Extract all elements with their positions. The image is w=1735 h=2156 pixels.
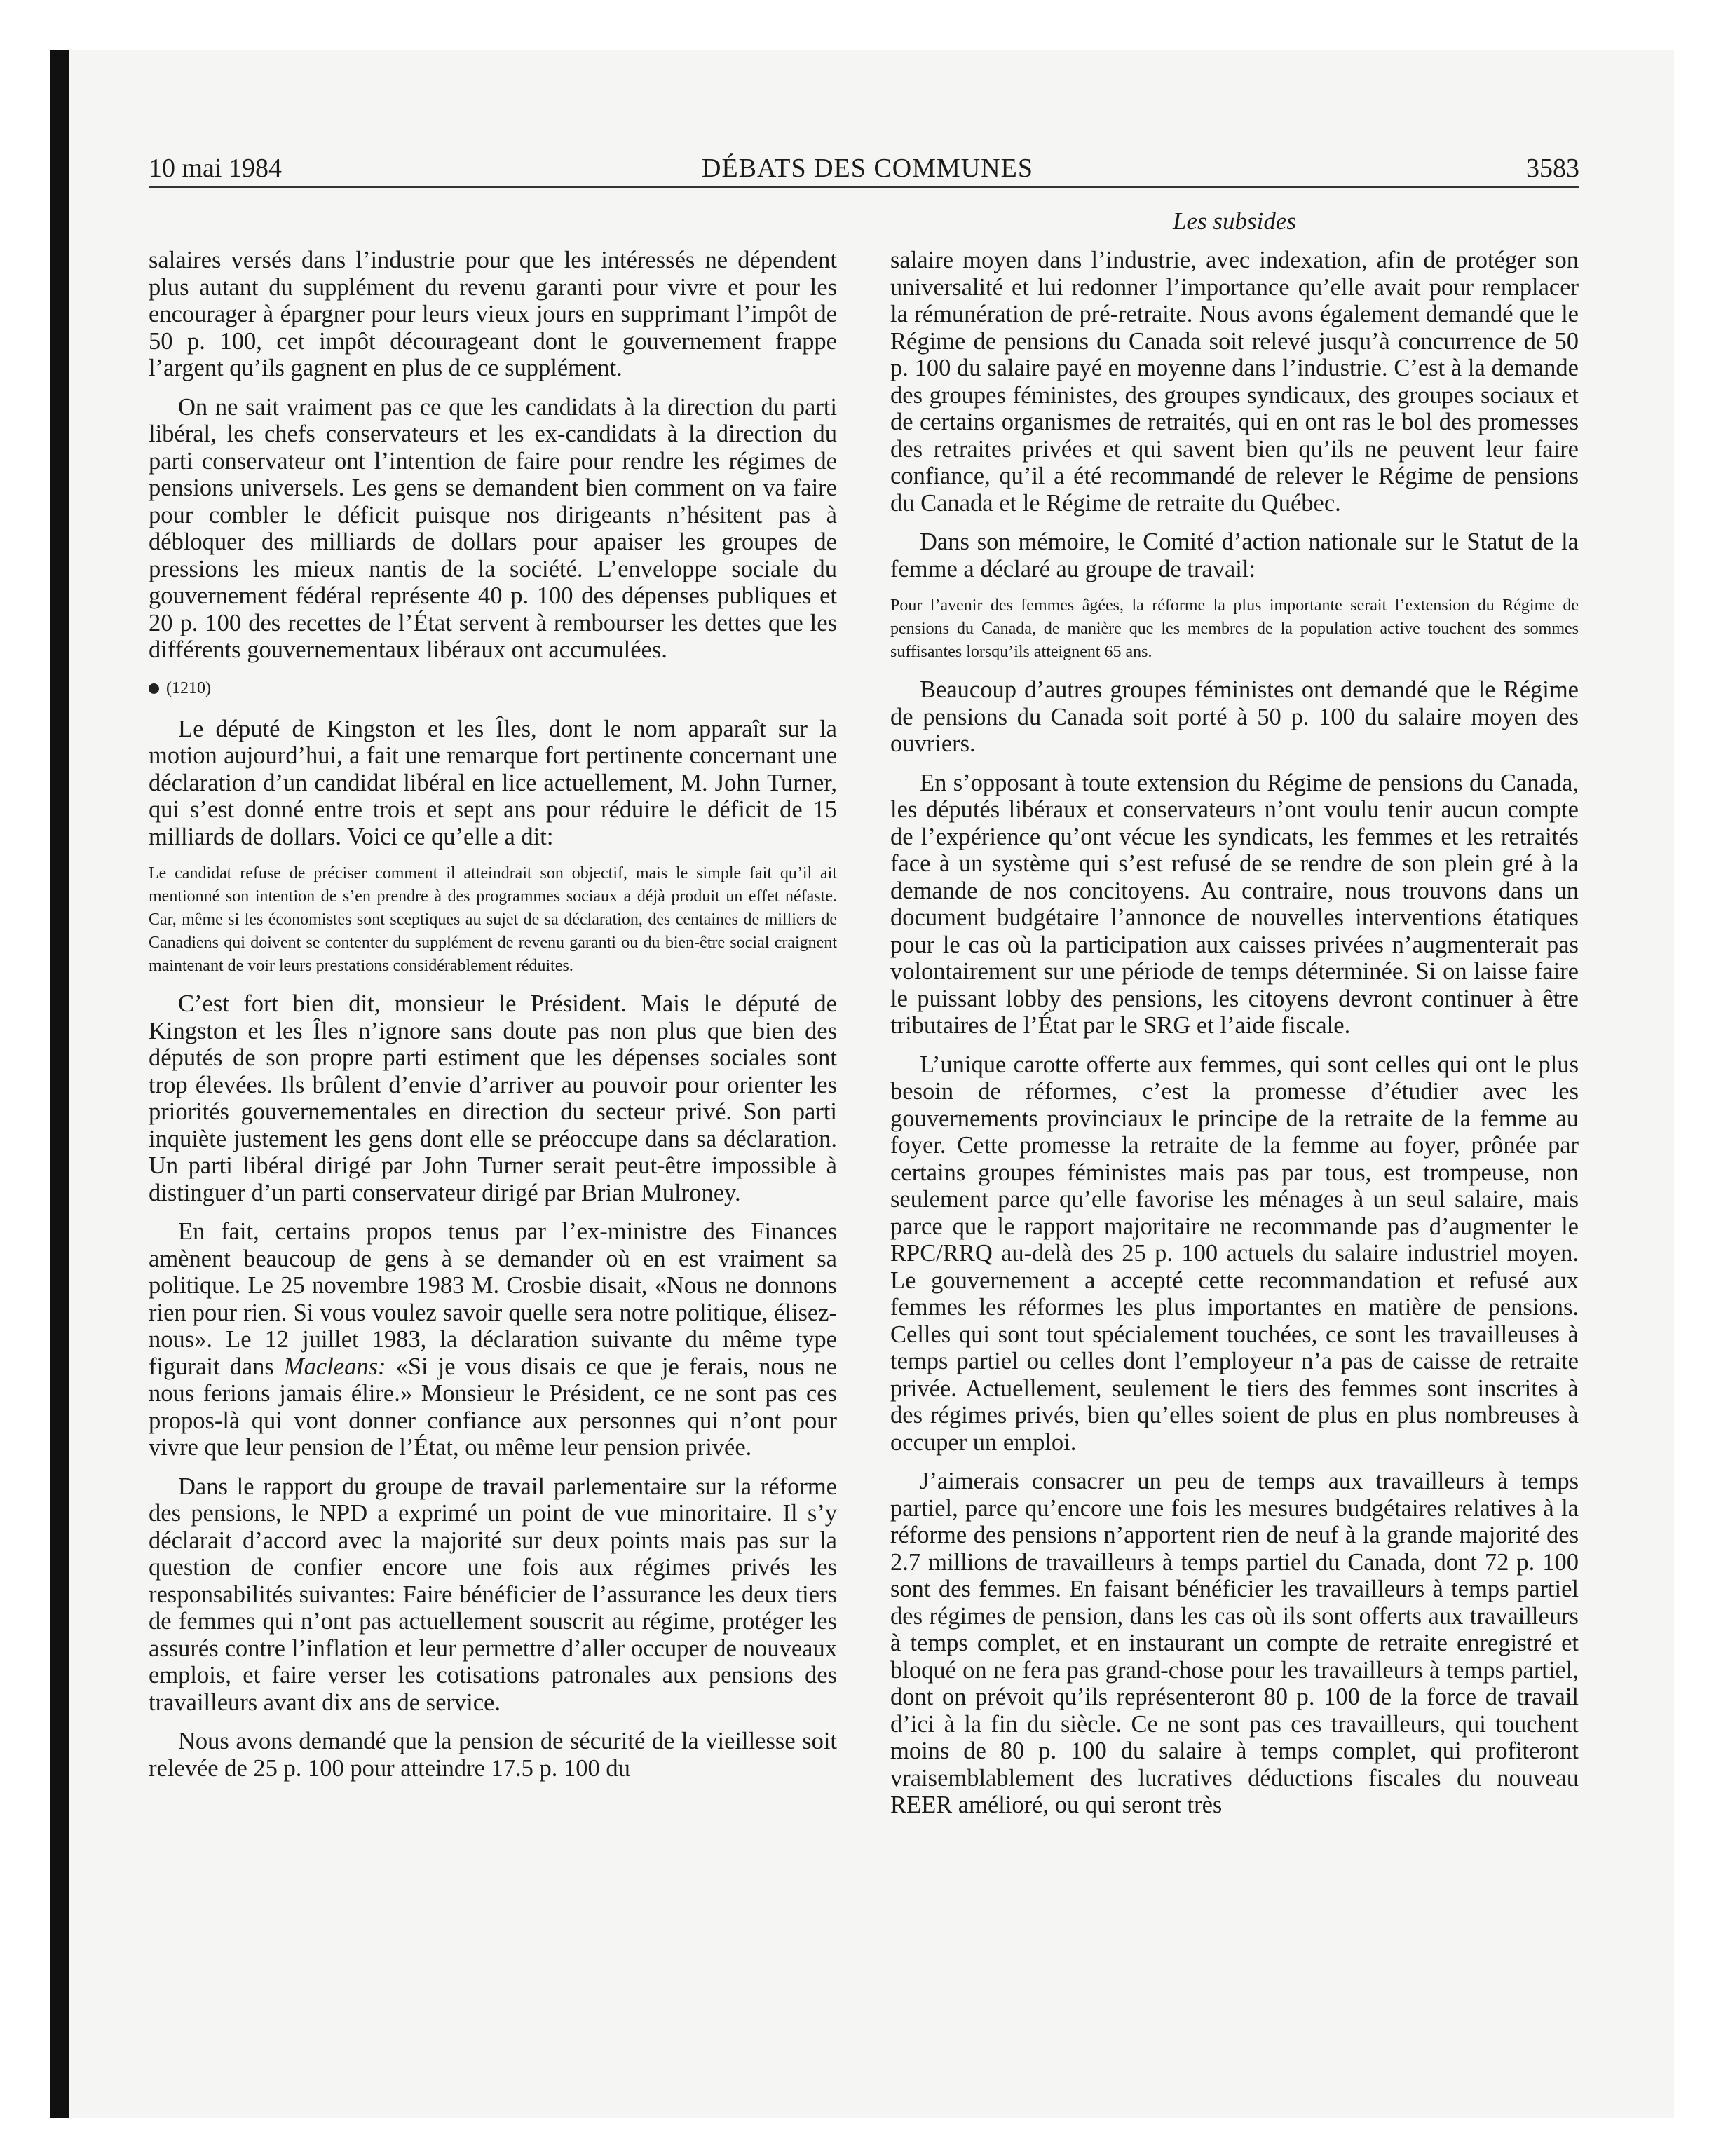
right-column (890, 247, 1579, 1831)
time-marker-label: (1210) (166, 678, 211, 697)
running-head: Les subsides (1173, 207, 1296, 235)
publication-title: Macleans: (283, 1353, 386, 1380)
paragraph: L’unique carotte offerte aux femmes, qui sont celles qui ont le plus besoin de réformes, c’est la promesse d’étudier avec les gouvernements provinciaux le principe de la retraite de la femme au foyer. Cette promesse la retraite de la femme au foyer, prônée par certains groupes féministes mais pas par tous, est trompeuse, non seulement parce qu’elle favorise les ménages à un seul salaire, mais parce que le rapport majoritaire ne recommande pas d’augmenter le RPC/RRQ au-delà des 25 p. 100 actuels du salaire industriel moyen. Le gouvernement a accepté cette recommandation et refusé aux femmes les réformes les plus importantes en matière de pensions. Celles qui sont tout spécialement touchées, ce sont les travailleuses à temps partiel ou celles dont l’employeur n’a pas de caisse de retraite privée. Actuellement, seulement le tiers des femmes sont inscrites à des régimes privés, bien qu’elles soient de plus en plus nombreuses à occuper un emploi. (890, 1051, 1579, 1456)
paragraph: Dans le rapport du groupe de travail parlementaire sur la réforme des pensions, le NPD a exprimé un point de vue minoritaire. Il s’y déclarait d’accord avec la majorité sur deux points mais pas sur la question de confier encore une fois aux régimes privés les responsabilités suivantes: Faire bénéficier de l’assurance les deux tiers de femmes qui n’ont pas actuellement souscrit au régime, protéger les assurés contre l’inflation et leur permettre d’aller occuper de nouveaux emplois, et faire verser les cotisations patronales aux pensions des travailleurs avant dix ans de service. (149, 1473, 837, 1716)
block-quote: Pour l’avenir des femmes âgées, la réforme la plus importante serait l’extension du Régime de pensions du Canada, de manière que les membres de la population active touchent des sommes suffisantes lorsqu’ils atteignent 65 ans. (890, 596, 1579, 661)
paragraph: salaire moyen dans l’industrie, avec indexation, afin de protéger son universalité et lui redonner l’importance qu’elle avait pour remplacer la rémunération de pré-retraite. Nous avons également demandé que le Régime de pensions du Canada soit relevé jusqu’à concurrence de 50 p. 100 du salaire payé en moyenne dans l’industrie. C’est à la demande des groupes féministes, des groupes syndicaux, des groupes sociaux et de certains organismes de retraités, qui en ont ras le bol des promesses des retraites privées et qui savent bien qu’ils ne peuvent leur faire confiance, qu’il a été recommandé de relever le Régime de pensions du Canada et le Régime de retraite du Québec. (890, 247, 1579, 517)
paragraph-text: «Si je vous disais ce que je ferais, nous ne nous ferions jamais élire.» Monsieur le Président, ce ne sont pas ces propos-là qui vont donner confiance aux personnes qui n’ont pour vivre que leur pension de l’État, ou même leur pension privée. (149, 1353, 837, 1461)
paragraph (149, 1218, 837, 1461)
scan-edge (50, 50, 69, 2118)
header-title: DÉBATS DES COMMUNES (702, 153, 1033, 183)
paragraph: salaires versés dans l’industrie pour que les intéressés ne dépendent plus autant du supplément du revenu garanti pour vivre et pour les encourager à épargner pour leurs vieux jours en supprimant l’impôt de 50 p. 100, cet impôt décourageant dont le gouvernement frappe l’argent qu’ils gagnent en plus de ce supplément. (149, 247, 837, 381)
time-marker (149, 676, 837, 700)
paragraph: En s’opposant à toute extension du Régime de pensions du Canada, les députés libéraux et conservateurs n’ont voulu tenir aucun compte de l’expérience qu’ont vécue les syndicats, les femmes et les retraités face à un système qui s’est refusé de se rendre de son plein gré à la demande de nos concitoyens. Au contraire, nous trouvons dans un document budgétaire l’annonce de nouvelles interventions étatiques pour le cas où la participation aux caisses privées n’augmenterait pas volontairement sur une période de temps déterminée. Si on laisse faire le puissant lobby des pensions, les citoyens devront continuer à être tributaires de l’État par le SRG et l’aide fiscale. (890, 769, 1579, 1039)
paragraph: Le député de Kingston et les Îles, dont le nom apparaît sur la motion aujourd’hui, a fait une remarque fort pertinente concernant une déclaration d’un candidat libéral en lice actuellement, M. John Turner, qui s’est donné entre trois et sept ans pour réduire le déficit de 15 milliards de dollars. Voici ce qu’elle a dit: (149, 715, 837, 850)
block-quote: Le candidat refuse de préciser comment il atteindrait son objectif, mais le simple fait qu’il ait mentionné son intention de s’en prendre à des programmes sociaux a déjà produit un effet néfaste. Car, même si les économistes sont sceptiques au sujet de sa déclaration, des centaines de milliers de Canadiens qui doivent se contenter du supplément de revenu garanti ou du bien-être social craignent maintenant de voir leurs prestations considérablement réduites. (149, 864, 837, 975)
paragraph: J’aimerais consacrer un peu de temps aux travailleurs à temps partiel, parce qu’encore une fois les mesures budgétaires relatives à la réforme des pensions n’apportent rien de neuf à la grande majorité des 2.7 millions de travailleurs à temps partiel du Canada, dont 72 p. 100 sont des femmes. En faisant bénéficier les travailleurs à temps partiel des régimes de pension, dans les cas où ils sont offerts aux travailleurs à temps complet, et en instaurant un compte de retraite enregistré et bloqué on ne fera pas grand-chose pour les travailleurs à temps partiel, dont on prévoit qu’ils représenteront 80 p. 100 de la force de travail d’ici à la fin du siècle. Ce ne sont pas ces travailleurs, qui touchent moins de 80 p. 100 du salaire à temps complet, qui profiteront vraisemblablement des lucratives déductions fiscales du nouveau REER amélioré, ou qui seront très (890, 1468, 1579, 1818)
header-page-number: 3583 (1526, 153, 1579, 183)
paragraph: Beaucoup d’autres groupes féministes ont demandé que le Régime de pensions du Canada soit porté à 50 p. 100 du salaire moyen des ouvriers. (890, 676, 1579, 757)
header-date: 10 mai 1984 (149, 153, 282, 183)
bullet-dot-icon (149, 683, 159, 694)
paragraph: On ne sait vraiment pas ce que les candidats à la direction du parti libéral, les chefs conservateurs et les ex-candidats à la direction du parti conservateur ont l’intention de faire pour rendre les régimes de pensions universels. Les gens se demandent bien comment on va faire pour combler le déficit puisque nos dirigeants n’hésitent pas à débloquer des milliards de dollars pour apaiser les groupes de pressions les mieux nantis de la société. L’enveloppe sociale du gouvernement fédéral représente 40 p. 100 des dépenses publiques et 20 p. 100 des recettes de l’État servent à rembourser les dettes que les différents gouvernementaux libéraux ont accumulées. (149, 393, 837, 663)
left-column (149, 247, 837, 1794)
paragraph-text: En fait, certains propos tenus par l’ex-ministre des Finances amènent beaucoup de gens à se demander où en est vraiment sa politique. Le 25 novembre 1983 M. Crosbie disait, «Nous ne donnons rien pour rien. Si vous voulez savoir quelle sera notre politique, élisez-nous». Le 12 juillet 1983, la déclaration suivante du même type figurait dans (149, 1218, 837, 1380)
header-rule (149, 186, 1579, 188)
paragraph: C’est fort bien dit, monsieur le Président. Mais le député de Kingston et les Îles n’ignore sans doute pas non plus que bien des députés de son propre parti estiment que les dépenses sociales sont trop élevées. Ils brûlent d’envie d’arriver au pouvoir pour orienter les priorités gouvernementales en direction du secteur privé. Son parti inquiète justement les gens dont elle se préoccupe dans sa déclaration. Un parti libéral dirigé par John Turner serait peut-être impossible à distinguer d’un parti conservateur dirigé par Brian Mulroney. (149, 990, 837, 1206)
paragraph: Nous avons demandé que la pension de sécurité de la vieillesse soit relevée de 25 p. 100 pour atteindre 17.5 p. 100 du (149, 1728, 837, 1782)
paragraph: Dans son mémoire, le Comité d’action nationale sur le Statut de la femme a déclaré au groupe de travail: (890, 528, 1579, 582)
